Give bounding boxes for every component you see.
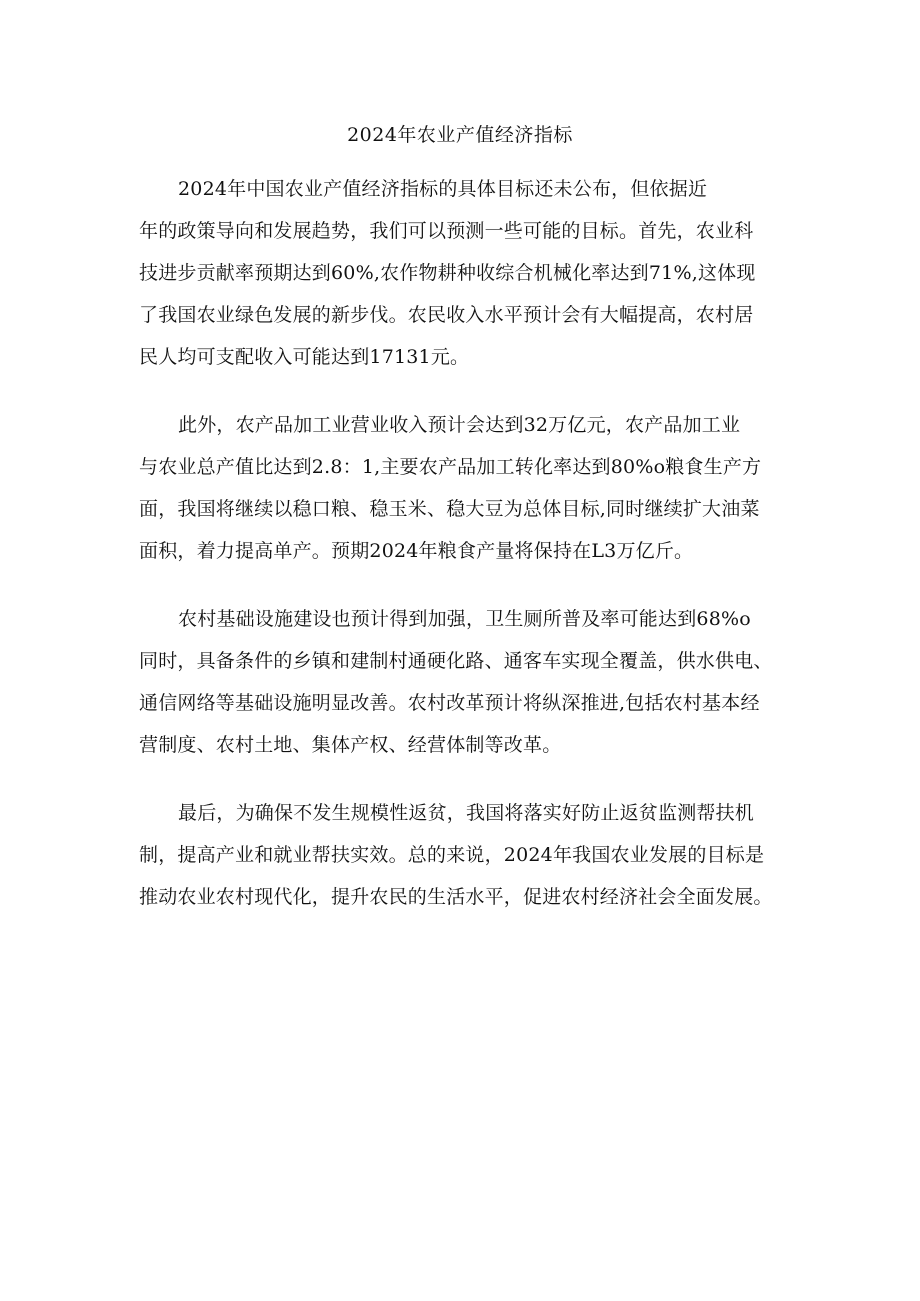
paragraph-1-line-3: 技进步贡献率预期达到60%,农作物耕种收综合机械化率达到71%,这体现 — [139, 262, 756, 284]
paragraph-2-line-3: 面，我国将继续以稳口粮、稳玉米、稳大豆为总体目标,同时继续扩大油菜 — [139, 498, 760, 520]
paragraph-4-line-3: 推动农业农村现代化，提升农民的生活水平，促进农村经济社会全面发展。 — [139, 886, 773, 908]
paragraph-4-line-2: 制，提高产业和就业帮扶实效。总的来说，2024年我国农业发展的目标是 — [139, 844, 765, 866]
document-title: 2024年农业产值经济指标 — [347, 124, 573, 146]
paragraph-1-line-4: 了我国农业绿色发展的新步伐。农民收入水平预计会有大幅提高，农村居 — [139, 304, 754, 326]
paragraph-4-line-1: 最后，为确保不发生规模性返贫，我国将落实好防止返贫监测帮扶机 — [178, 802, 755, 824]
paragraph-3-line-1: 农村基础设施建设也预计得到加强，卫生厕所普及率可能达到68%o — [178, 608, 751, 630]
paragraph-3-line-4: 营制度、农村土地、集体产权、经营体制等改革。 — [139, 734, 562, 756]
paragraph-2-line-2: 与农业总产值比达到2.8：1,主要农产品加工转化率达到80%o粮食生产方 — [139, 456, 762, 478]
paragraph-2-line-4: 面积，着力提高单产。预期2024年粮食产量将保持在L3万亿斤。 — [139, 540, 694, 562]
paragraph-1-line-1: 2024年中国农业产值经济指标的具体目标还未公布，但依据近 — [178, 178, 708, 200]
paragraph-1-line-5: 民人均可支配收入可能达到17131元。 — [139, 346, 470, 368]
paragraph-3-line-3: 通信网络等基础设施明显改善。农村改革预计将纵深推进,包括农村基本经 — [139, 692, 760, 714]
paragraph-3-line-2: 同时，具备条件的乡镇和建制村通硬化路、通客车实现全覆盖，供水供电、 — [139, 650, 773, 672]
paragraph-1-line-2: 年的政策导向和发展趋势，我们可以预测一些可能的目标。首先，农业科 — [139, 220, 754, 242]
paragraph-2-line-1: 此外，农产品加工业营业收入预计会达到32万亿元，农产品加工业 — [178, 414, 741, 436]
